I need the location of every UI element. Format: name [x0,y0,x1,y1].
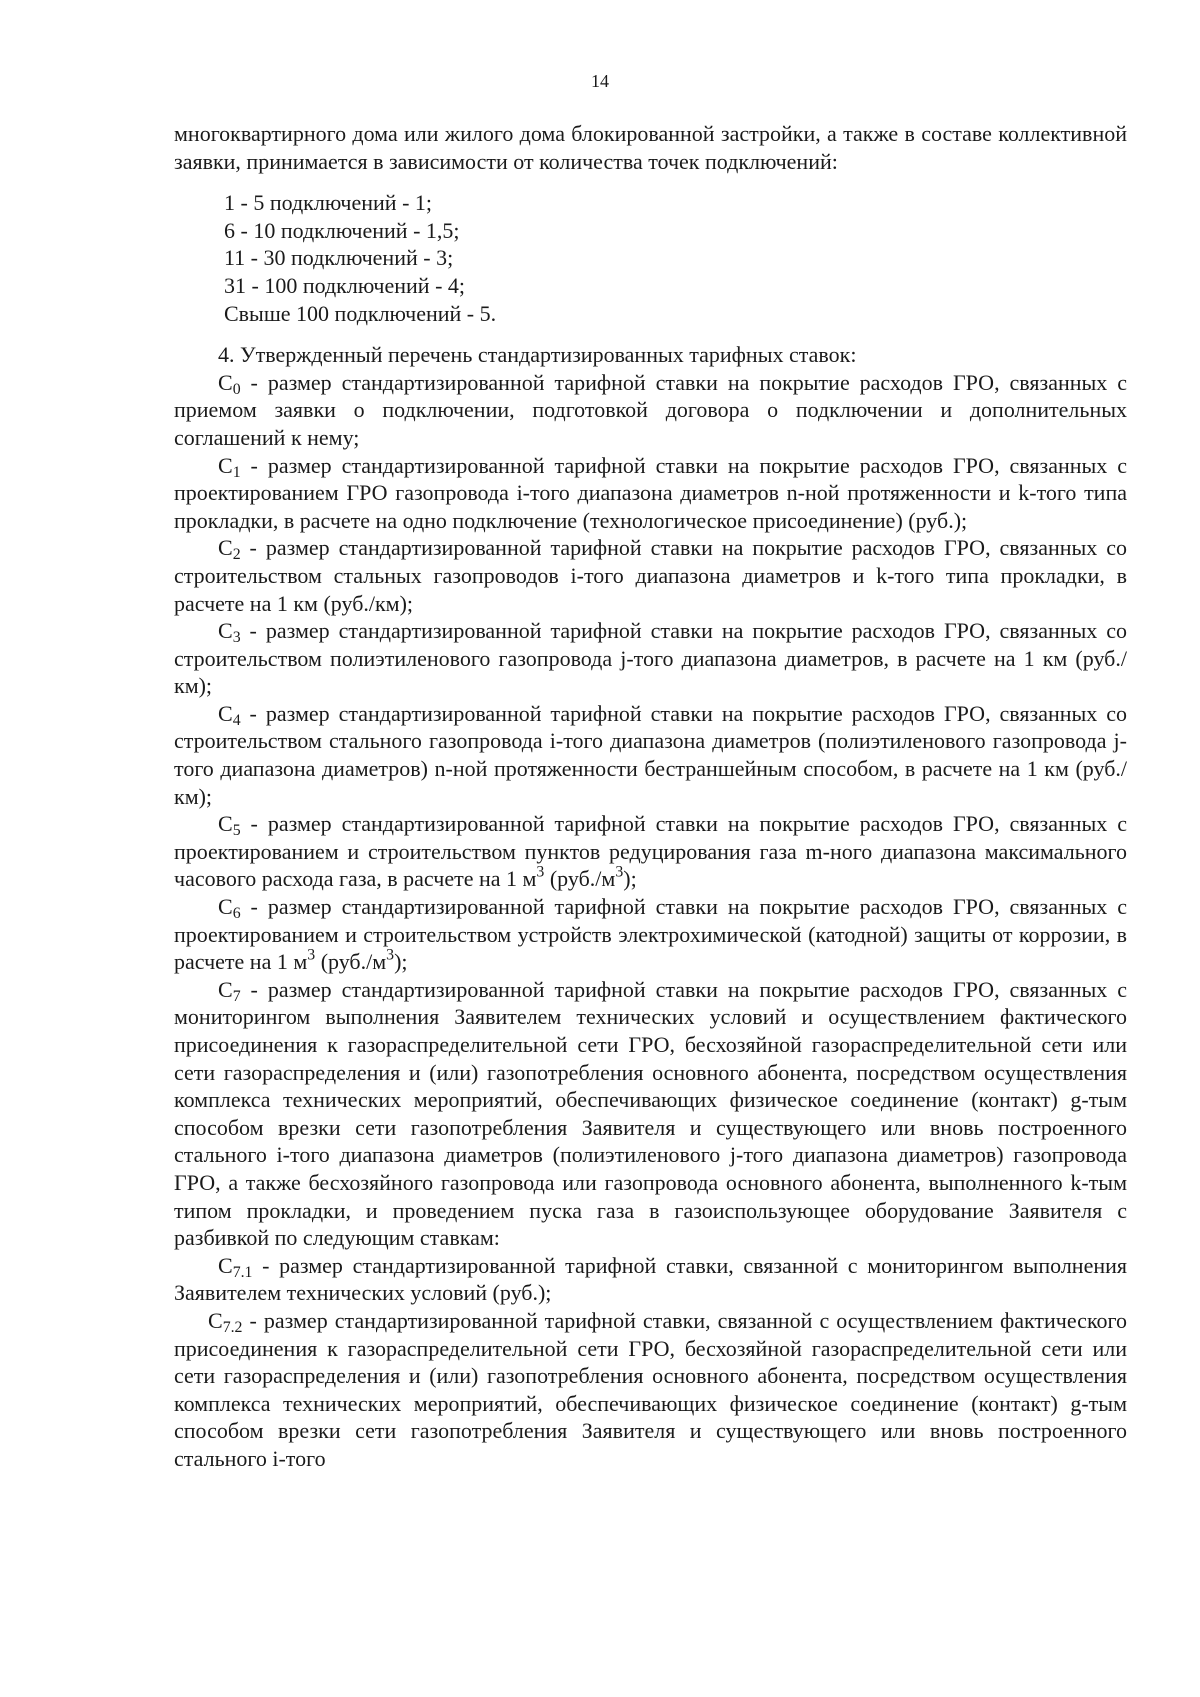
rate-symbol: C [218,811,233,837]
rate-c2-paragraph [174,534,1127,617]
list-item: 11 - 30 подключений - 3; [224,245,454,271]
rate-description: - размер стандартизированной тарифной ставки, связанной с осуществлением фактического присоединения к газораспределительной сети ГРО, бесхозяйной газораспределительной сети или сети газораспределения и (или) газопотребления основного абонента, посредством осуществления комплекса технических мероприятий, обеспечивающих физическое соединение (контакт) g-тым способом врезки сети газопотребления Заявителя и существующего или вновь построенного стального i-того [174,1307,1127,1471]
rate-unit: (руб./м [544,866,616,892]
rate-symbol: C [218,369,233,395]
rate-subscript: 7 [232,987,241,1005]
rate-description: - размер стандартизированной тарифной ставки на покрытие расходов ГРО, связанных с приемом заявки о подключении, подготовкой договора о подключении и дополнительных соглашений к нему; [174,369,1127,450]
rate-subscript: 7.1 [232,1263,253,1281]
rate-subscript: 5 [232,822,241,840]
rate-c4-paragraph [174,700,1127,810]
rate-symbol: C [208,1307,223,1333]
rate-unit-end: ); [623,866,637,892]
rate-subscript: 2 [232,546,241,564]
document-body [174,120,1127,1473]
rate-description: - размер стандартизированной тарифной ставки на покрытие расходов ГРО, связанных с мониторингом выполнения Заявителем технических условий и осуществлением фактического присоединения к газораспределительной сети ГРО, бесхозяйной газораспределительной сети или сети газораспределения и (или) газопотребления основного абонента, посредством осуществления комплекса технических мероприятий, обеспечивающих физическое соединение (контакт) g-тым способом врезки сети газопотребления Заявителя и существующего или вновь построенного стального i-того диапазона диаметров (полиэтиленового j-того диапазона диаметров) газопровода ГРО, а также бесхозяйного газопровода или газопровода основного абонента, выполненного k-тым типом прокладки, и проведением пуска газа в газоиспользующее оборудование Заявителя с разбивкой по следующим ставкам: [174,976,1127,1251]
rate-symbol: C [218,976,233,1002]
rate-subscript: 3 [232,629,241,647]
rate-subscript: 4 [232,711,241,729]
superscript: 3 [307,946,316,964]
rate-c3-paragraph [174,617,1127,700]
list-item: 6 - 10 подключений - 1,5; [224,217,460,243]
page-number: 14 [591,71,609,91]
list-item: Свыше 100 подключений - 5. [224,300,497,326]
rate-c1-paragraph [174,452,1127,535]
intro-paragraph: многоквартирного дома или жилого дома блокированной застройки, а также в составе коллективной заявки, принимается в зависимости от количества точек подключений: [174,121,1127,174]
rate-c6-paragraph [174,893,1127,976]
rate-description: - размер стандартизированной тарифной ставки на покрытие расходов ГРО, связанных со строительством стальных газопроводов i-того диапазона диаметров и k-того типа прокладки, в расчете на 1 км (руб./км); [174,535,1127,616]
rate-description: - размер стандартизированной тарифной ставки на покрытие расходов ГРО, связанных со строительством полиэтиленового газопровода j-того диапазона диаметров, в расчете на 1 км (руб./км); [174,618,1127,699]
superscript: 3 [386,946,395,964]
superscript: 3 [615,863,624,881]
rate-symbol: C [218,1252,233,1278]
rate-c0-paragraph [174,369,1127,452]
rate-symbol: C [218,700,233,726]
connection-coefficient-list [224,189,1127,327]
rate-c72-paragraph [174,1307,1127,1473]
superscript: 3 [536,863,545,881]
rate-subscript: 1 [232,463,241,481]
rate-c7-paragraph [174,976,1127,1252]
rate-symbol: C [218,535,233,561]
section-4-heading: 4. Утвержденный перечень стандартизированных тарифных ставок: [218,342,857,368]
rate-symbol: C [218,894,233,920]
list-item: 31 - 100 подключений - 4; [224,272,466,298]
rate-c5-paragraph [174,810,1127,893]
rate-symbol: C [218,452,233,478]
rate-unit: (руб./м [315,949,387,975]
rate-description: - размер стандартизированной тарифной ставки, связанной с мониторингом выполнения Заявителем технических условий (руб.); [174,1252,1127,1306]
rate-subscript: 0 [232,380,241,398]
list-item: 1 - 5 подключений - 1; [224,190,433,216]
rate-subscript: 6 [232,904,241,922]
rate-description: - размер стандартизированной тарифной ставки на покрытие расходов ГРО, связанных с проектированием и строительством пунктов редуцирования газа m-ного диапазона максимального часового расхода газа, в расчете на 1 м [174,811,1127,892]
rate-c71-paragraph [174,1252,1127,1307]
rate-subscript: 7.2 [222,1318,243,1336]
rate-symbol: C [218,618,233,644]
rate-description: - размер стандартизированной тарифной ставки на покрытие расходов ГРО, связанных с проектированием и строительством устройств электрохимической (катодной) защиты от коррозии, в расчете на 1 м [174,894,1127,975]
rate-description: - размер стандартизированной тарифной ставки на покрытие расходов ГРО, связанных с проектированием ГРО газопровода i-того диапазона диаметров n-ной протяженности и k-того типа прокладки, в расчете на одно подключение (технологическое присоединение) (руб.); [174,452,1127,533]
rate-description: - размер стандартизированной тарифной ставки на покрытие расходов ГРО, связанных со строительством стального газопровода i-того диапазона диаметров (полиэтиленового газопровода j-того диапазона диаметров) n-ной протяженности бестраншейным способом, в расчете на 1 км (руб./км); [174,700,1127,809]
rate-unit-end: ); [394,949,408,975]
